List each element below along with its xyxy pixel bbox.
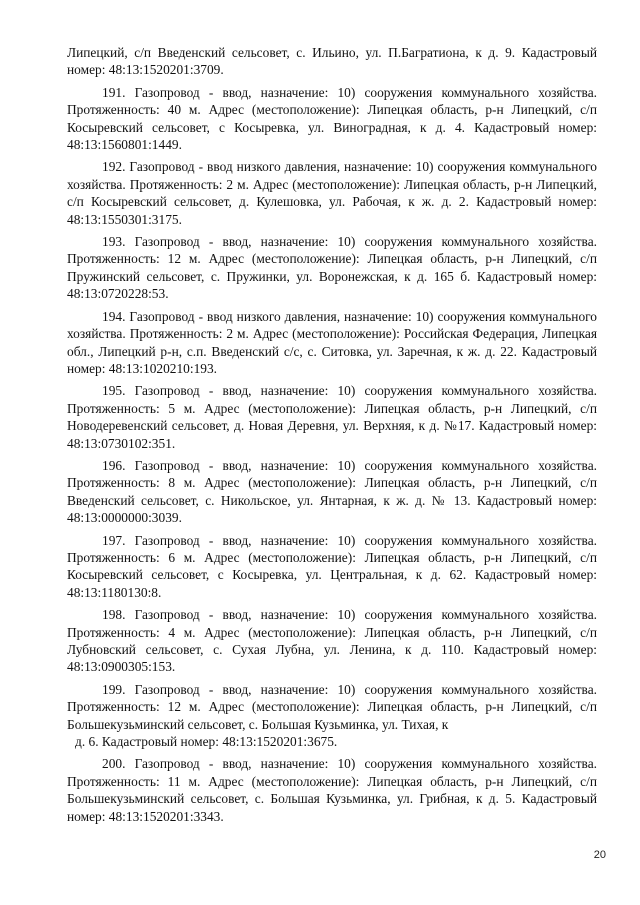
list-item-193: [67, 233, 597, 303]
continuation-paragraph: Липецкий, с/п Введенский сельсовет, с. Ильино, ул. П.Багратиона, к д. 9. Кадастровый номер: 48:13:1520201:3709.: [67, 45, 597, 78]
list-item-194: [67, 308, 597, 378]
item-number: 196.: [102, 457, 126, 473]
item-text: Газопровод - ввод, назначение: 10) сооружения коммунального хозяйства. Протяженность: 12 м. Адрес (местоположение): Липецкая область, р-н Липецкий, с/п Пружинский сельсовет, с. Пружинки, ул. Воронежская, к д. 165 б. Кадастровый номер: 48:13:0720228:53.: [67, 234, 597, 302]
list-item-197: [67, 532, 597, 602]
item-text: Газопровод - ввод низкого давления, назначение: 10) сооружения коммунального хозяйства. Протяженность: 2 м. Адрес (местоположение): Российская Федерация, Липецкая обл., Липецкий р-н, с.п. Введенский с/с, с. Ситовка, ул. Заречная, к ж. д. 22. Кадастровый номер: 48:13:1020210:193.: [67, 308, 597, 376]
list-item-195: [67, 382, 597, 452]
item-text: Газопровод - ввод, назначение: 10) сооружения коммунального хозяйства. Протяженность: 40 м. Адрес (местоположение): Липецкая область, р-н Липецкий, с/п Косыревский сельсовет, с Косыревка, ул. Виноградная, к д. 4. Кадастровый номер: 48:13:1560801:1449.: [67, 84, 597, 153]
item-number: 198.: [102, 607, 126, 623]
item-text: Газопровод - ввод, назначение: 10) сооружения коммунального хозяйства. Протяженность: 12 м. Адрес (местоположение): Липецкая область, р-н Липецкий, с/п Большекузьминский сельсовет, с. Большая Кузьминка, ул. Тихая, к: [67, 681, 597, 732]
item-number: 193.: [102, 234, 126, 250]
item-text: Газопровод - ввод, назначение: 10) сооружения коммунального хозяйства. Протяженность: 6 м. Адрес (местоположение): Липецкая область, р-н Липецкий, с/п Косыревский сельсовет, с Косыревка, ул. Центральная, к д. 62. Кадастровый номер: 48:13:1180130:8.: [67, 532, 597, 600]
list-item-200: [67, 755, 597, 825]
item-text: Газопровод - ввод, назначение: 10) сооружения коммунального хозяйства. Протяженность: 11 м. Адрес (местоположение): Липецкая область, р-н Липецкий, с/п Большекузьминский сельсовет, с. Большая Кузьминка, ул. Грибная, к д. 5. Кадастровый номер: 48:13:1520201:3343.: [67, 756, 597, 824]
document-body: [67, 44, 597, 830]
list-item-199-continuation: д. 6. Кадастровый номер: 48:13:1520201:3675.: [75, 734, 338, 750]
item-text: Газопровод - ввод низкого давления, назначение: 10) сооружения коммунального хозяйства. Протяженность: 2 м. Адрес (местоположение): Липецкая область, р-н Липецкий, с/п Косыревский сельсовет, д. Кулешовка, ул. Рабочая, к ж. д. 2. Кадастровый номер: 48:13:1550301:3175.: [67, 159, 597, 227]
list-item-199: [67, 681, 597, 733]
list-item-196: [67, 457, 597, 527]
list-item-192: [67, 158, 597, 228]
item-number: 192.: [102, 159, 126, 175]
item-text: Газопровод - ввод, назначение: 10) сооружения коммунального хозяйства. Протяженность: 8 м. Адрес (местоположение): Липецкая область, р-н Липецкий, с/п Введенский сельсовет, с. Никольское, ул. Янтарная, к ж. д. № 13. Кадастровый номер: 48:13:0000000:3039.: [67, 457, 597, 526]
item-text: Газопровод - ввод, назначение: 10) сооружения коммунального хозяйства. Протяженность: 5 м. Адрес (местоположение): Липецкая область, р-н Липецкий, с/п Новодеревенский сельсовет, д. Новая Деревня, ул. Верхняя, к д. №17. Кадастровый номер: 48:13:0730102:351.: [67, 383, 597, 451]
item-number: 197.: [102, 532, 126, 548]
item-number: 199.: [102, 681, 126, 697]
list-item-191: [67, 84, 597, 154]
item-number: 200.: [102, 756, 126, 772]
item-text: Газопровод - ввод, назначение: 10) сооружения коммунального хозяйства. Протяженность: 4 м. Адрес (местоположение): Липецкая область, р-н Липецкий, с/п Лубновский сельсовет, с. Сухая Лубна, ул. Ленина, к д. 110. Кадастровый номер: 48:13:0900305:153.: [67, 607, 597, 675]
item-number: 195.: [102, 383, 126, 399]
item-number: 191.: [102, 84, 126, 100]
item-number: 194.: [102, 308, 126, 324]
list-item-198: [67, 606, 597, 676]
page-number: 20: [593, 849, 606, 861]
